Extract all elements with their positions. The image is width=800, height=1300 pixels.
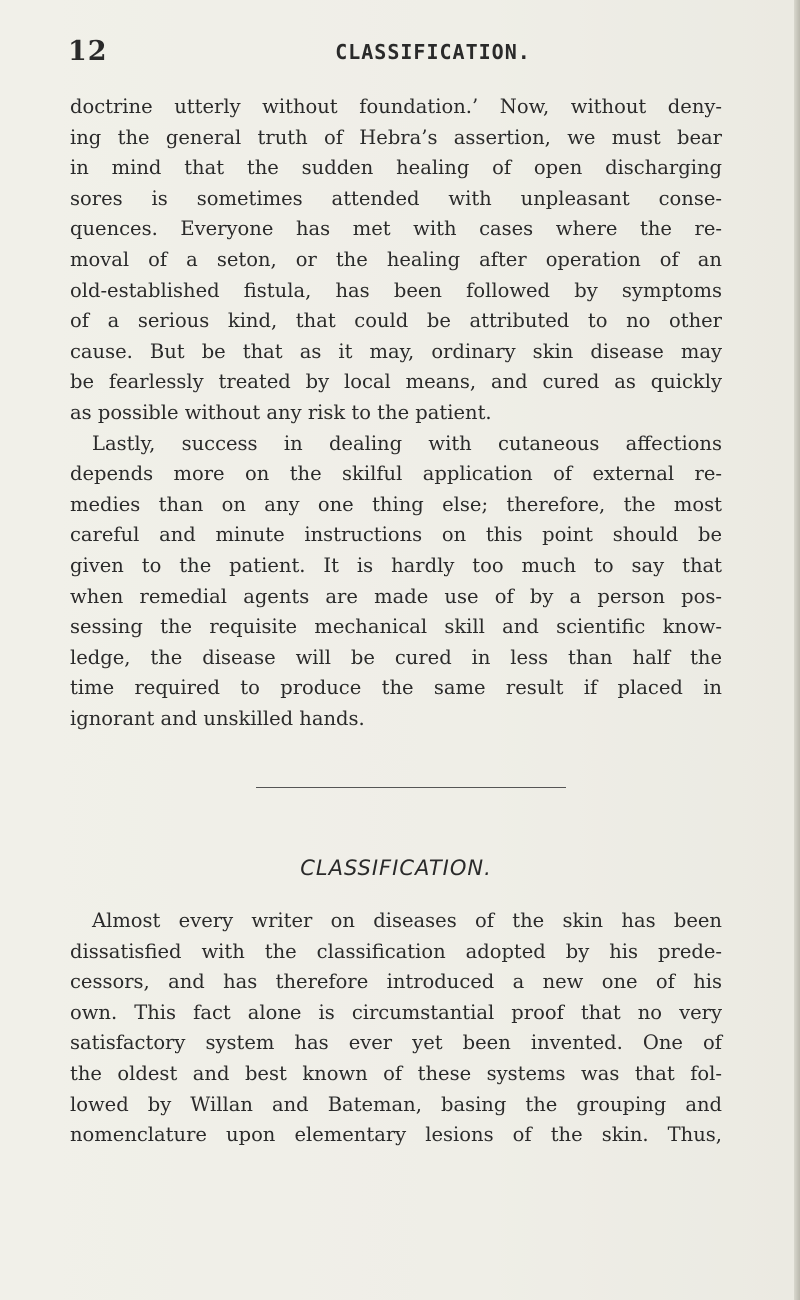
text-line: Almost every writer on diseases of the skin has been [92, 909, 722, 932]
body-text-top [70, 92, 722, 734]
text-line: moval of a seton, or the healing after operation of an [70, 247, 722, 271]
text-line: Lastly, success in dealing with cutaneous affections [92, 431, 722, 455]
text-line: when remedial agents are made use of by a person pos- [70, 584, 722, 608]
text-line: nomenclature upon elementary lesions of the skin. Thus, [70, 1123, 722, 1147]
text-line: own. This fact alone is circumstantial proof that no very [70, 1000, 722, 1024]
text-line: lowed by Willan and Bateman, basing the grouping and [70, 1092, 722, 1116]
text-line: ledge, the disease will be cured in less than half the [70, 645, 722, 669]
text-line: quences. Everyone has met with cases where the re- [70, 217, 722, 241]
text-line: ing the general truth of Hebra’s assertion, we must bear [70, 125, 722, 149]
text-line: be fearlessly treated by local means, and cured as quickly [70, 370, 722, 394]
text-line: cause. But be that as it may, ordinary skin disease may [70, 339, 722, 363]
text-line: time required to produce the same result if placed in [70, 676, 722, 700]
section-heading: CLASSIFICATION. [300, 856, 492, 880]
text-line: cessors, and has therefore introduced a new one of his [70, 970, 722, 994]
text-line: ignorant and unskilled hands. [70, 706, 365, 730]
running-head: CLASSIFICATION. [335, 40, 531, 64]
text-line: dissatisfied with the classification adopted by his prede- [70, 939, 722, 963]
text-line: sores is sometimes attended with unpleasant conse- [70, 186, 722, 210]
text-line: careful and minute instructions on this point should be [70, 523, 722, 547]
text-line: medies than on any one thing else; therefore, the most [70, 492, 722, 516]
text-line: the oldest and best known of these systems was that fol- [70, 1061, 722, 1085]
text-line: in mind that the sudden healing of open discharging [70, 156, 722, 180]
text-line: as possible without any risk to the patient. [70, 400, 492, 424]
text-line: depends more on the skilful application of external re- [70, 462, 722, 486]
text-line: satisfactory system has ever yet been invented. One of [70, 1031, 722, 1055]
text-line: given to the patient. It is hardly too much to say that [70, 553, 722, 577]
text-line: sessing the requisite mechanical skill and scientific know- [70, 615, 722, 639]
body-text-bottom [70, 906, 722, 1151]
section-divider [256, 787, 566, 788]
page-number: 12 [68, 36, 108, 67]
text-line: old-established fistula, has been followed by symptoms [70, 278, 722, 302]
text-line: doctrine utterly without foundation.’ Now, without deny- [70, 95, 722, 118]
page-header [68, 36, 728, 68]
page-edge [794, 0, 800, 1300]
text-line: of a serious kind, that could be attributed to no other [70, 309, 722, 333]
